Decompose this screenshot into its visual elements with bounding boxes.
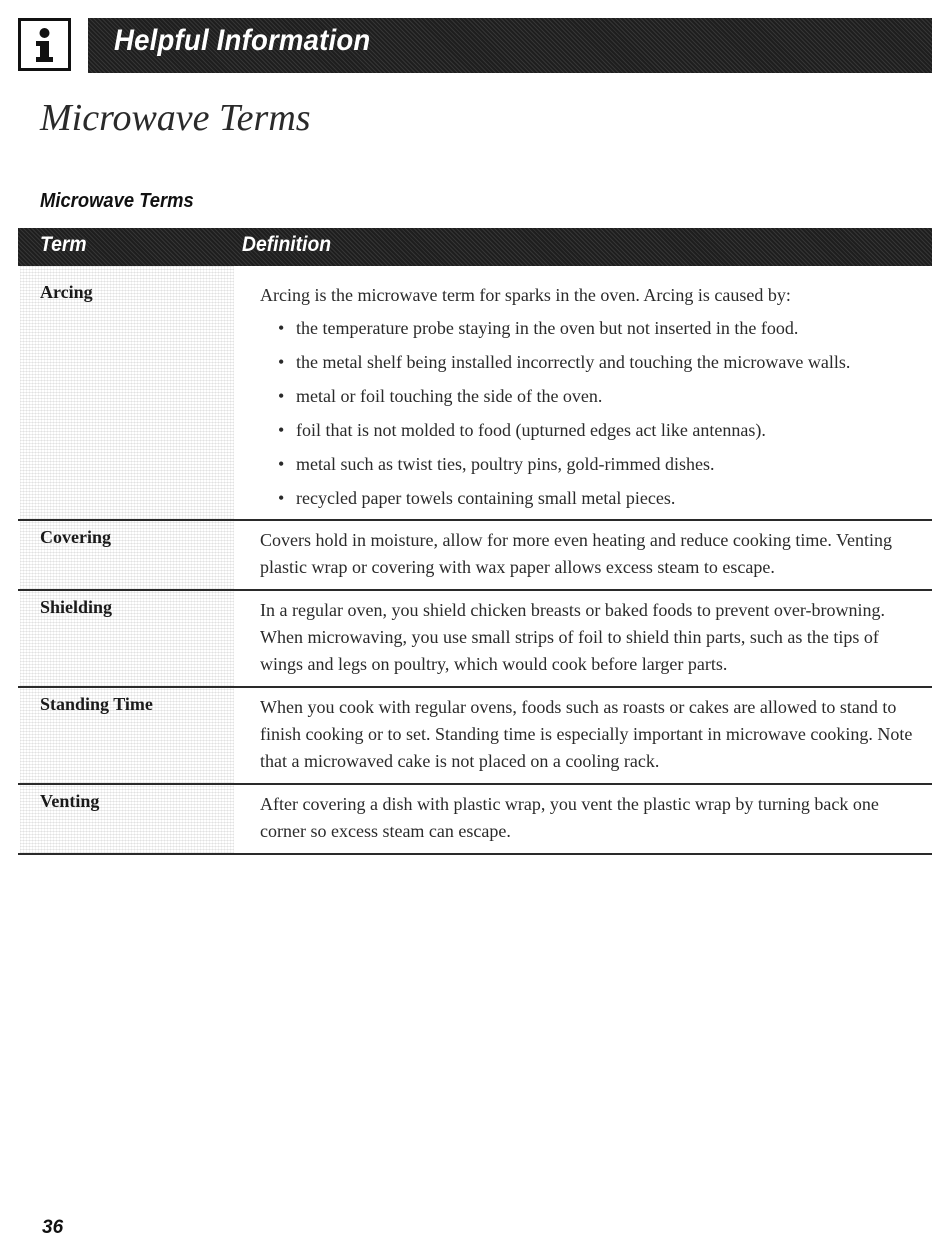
table-row bbox=[18, 688, 932, 785]
definition-cell: After covering a dish with plastic wrap, you vent the plastic wrap by turning back one corner so excess steam can escape. bbox=[260, 794, 879, 841]
bullet-list bbox=[260, 315, 918, 512]
term-cell: Venting bbox=[20, 785, 234, 853]
list-item-text: the metal shelf being installed incorrectly and touching the microwave walls. bbox=[296, 352, 851, 372]
list-item-text: foil that is not molded to food (upturned edges act like antennas). bbox=[296, 420, 766, 440]
definition-text: Arcing is the microwave term for sparks in the oven. Arcing is caused by: bbox=[260, 285, 791, 305]
page-title: Microwave Terms bbox=[40, 97, 311, 139]
table-row bbox=[18, 591, 932, 688]
info-icon-box bbox=[18, 18, 71, 71]
table-row bbox=[18, 521, 932, 591]
list-item-text: recycled paper towels containing small metal pieces. bbox=[296, 488, 676, 508]
list-item bbox=[276, 383, 918, 410]
info-icon bbox=[21, 21, 68, 68]
terms-table bbox=[18, 228, 932, 855]
list-item bbox=[276, 315, 918, 342]
term-cell: Shielding bbox=[20, 591, 234, 686]
list-item-text: the temperature probe staying in the oven but not inserted in the food. bbox=[296, 318, 799, 338]
term-cell: Standing Time bbox=[20, 688, 234, 783]
bullet-icon: • bbox=[278, 488, 285, 508]
bullet-icon: • bbox=[278, 352, 285, 372]
definition-cell: In a regular oven, you shield chicken breasts or baked foods to prevent over-browning. When microwaving, you use small strips of foil to shield thin parts, such as the tips of wings and legs on poultry, which would cook before larger parts. bbox=[260, 600, 885, 674]
column-header-term: Term bbox=[40, 233, 87, 256]
bullet-icon: • bbox=[278, 386, 285, 406]
table-row bbox=[18, 266, 932, 521]
table-header bbox=[18, 228, 932, 266]
definition-cell: Covers hold in moisture, allow for more even heating and reduce cooking time. Venting plastic wrap or covering with wax paper allows excess steam to escape. bbox=[260, 530, 893, 577]
list-item bbox=[276, 485, 918, 512]
section-heading: Microwave Terms bbox=[40, 190, 194, 212]
definition-cell: When you cook with regular ovens, foods such as roasts or cakes are allowed to stand to finish cooking or to set. Standing time is especially important in microwave cooking. Note that a microwaved cake is not placed on a cooling rack. bbox=[260, 697, 913, 771]
list-item bbox=[276, 451, 918, 478]
definition-cell bbox=[234, 266, 932, 519]
bullet-icon: • bbox=[278, 420, 285, 440]
list-item bbox=[276, 349, 918, 376]
term-cell: Arcing bbox=[20, 266, 234, 519]
table-row bbox=[18, 785, 932, 855]
header-bar bbox=[88, 18, 932, 73]
column-header-definition: Definition bbox=[242, 233, 332, 256]
bullet-icon: • bbox=[278, 454, 285, 474]
bullet-icon: • bbox=[278, 318, 285, 338]
list-item-text: metal or foil touching the side of the oven. bbox=[296, 386, 603, 406]
term-cell: Covering bbox=[20, 521, 234, 589]
list-item-text: metal such as twist ties, poultry pins, gold-rimmed dishes. bbox=[296, 454, 715, 474]
page-number: 36 bbox=[42, 1217, 64, 1238]
header-title: Helpful Information bbox=[114, 24, 371, 57]
list-item bbox=[276, 417, 918, 444]
